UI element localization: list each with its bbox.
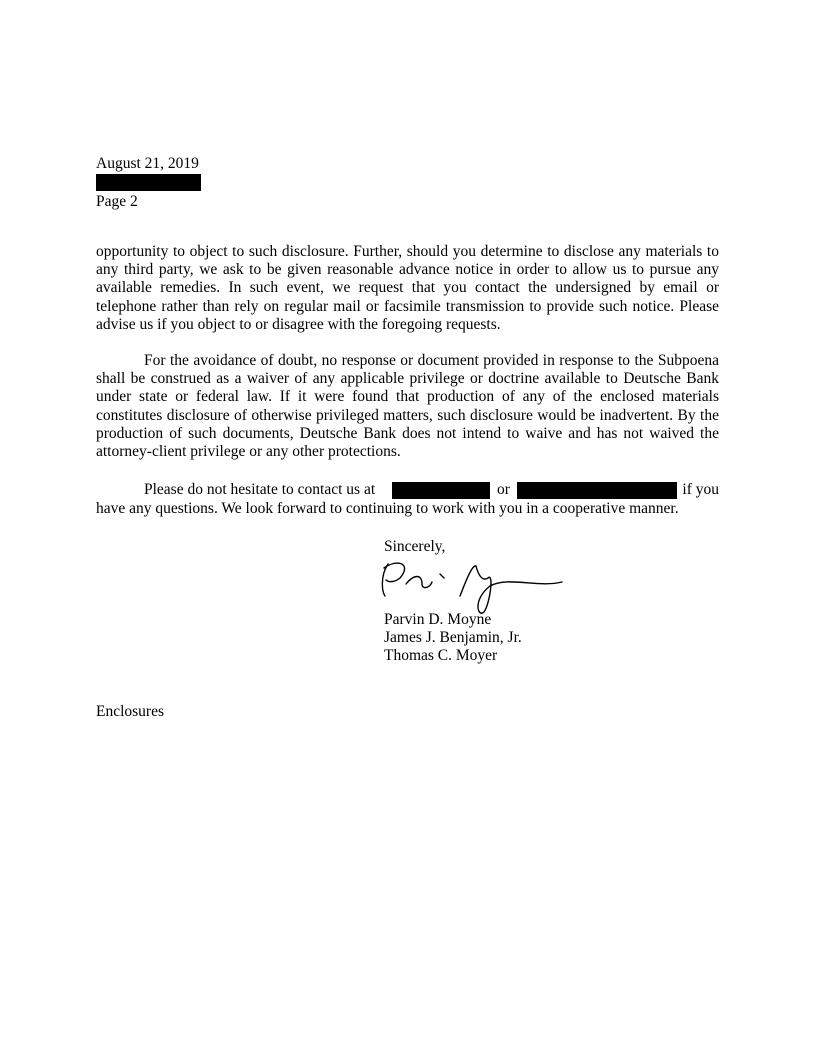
contact-continuation: have any questions. We look forward to continuing to work with you in a cooperative manner. — [96, 500, 679, 517]
enclosures-label: Enclosures — [96, 703, 165, 720]
contact-line — [96, 481, 719, 499]
letter-date: August 21, 2019 — [96, 155, 199, 172]
signer-2: James J. Benjamin, Jr. — [384, 629, 522, 646]
signer-3: Thomas C. Moyer — [384, 647, 498, 664]
closing-salutation: Sincerely, — [384, 538, 446, 555]
body-paragraph-2: For the avoidance of doubt, no response or document provided in response to the Subpoena shall be construed as a waiver of any applicable privilege or doctrine available to Deutsche Bank under state or federal law. If it were found that production of any of the enclosed materials constitutes disclosure of otherwise privileged matters, such disclosure would be inadvertent. By the production of such documents, Deutsche Bank does not intend to waive and has not waived the attorney-client privilege or any other protections. — [96, 352, 719, 461]
page-number: Page 2 — [96, 193, 138, 210]
redacted-contact-1 — [392, 482, 490, 499]
contact-ifyou-text: if you — [682, 481, 719, 498]
contact-or-text: or — [497, 481, 510, 498]
redacted-recipient — [96, 174, 201, 191]
contact-lead-text: Please do not hesitate to contact us at — [144, 481, 376, 498]
redacted-contact-2 — [517, 482, 677, 499]
body-paragraph-1: opportunity to object to such disclosure. Further, should you determine to disclose any materials to any third party, we ask to be given reasonable advance notice in order to allow us to pursue any available remedies. In such event, we request that you contact the undersigned by email or telephone rather than rely on regular mail or facsimile transmission to provide such notice. Please advise us if you object to or disagree with the foregoing requests. — [96, 243, 719, 333]
handwritten-signature — [378, 556, 568, 616]
signer-1: Parvin D. Moyne — [384, 611, 492, 628]
